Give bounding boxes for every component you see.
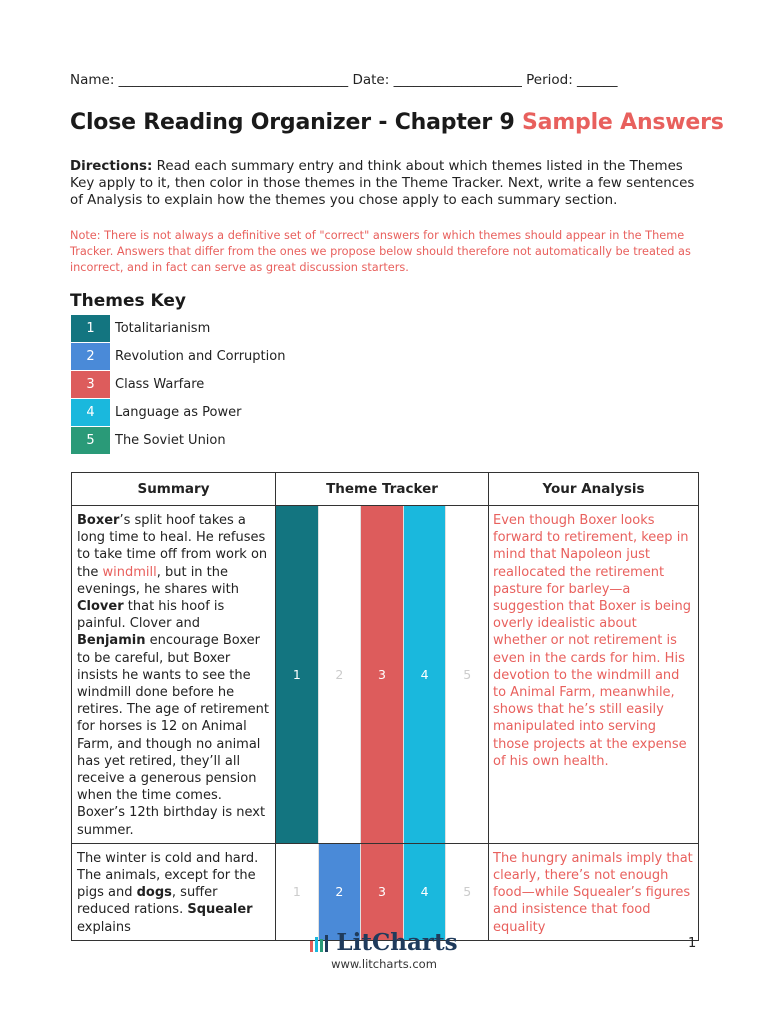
logo-text: LitCharts <box>336 929 458 956</box>
character-name: Clover <box>77 599 124 615</box>
themes-key-title: Themes Key <box>70 291 186 311</box>
theme-swatch: 2 <box>71 343 110 370</box>
theme-tracker-cell[interactable] <box>276 506 489 844</box>
analysis-cell[interactable]: Even though Boxer looks forward to retirement, keep in mind that Napoleon just reallocated the retirement pasture for barley—a suggestion that Boxer is being overly idealistic about whether or not retirement is even in the cards for him. His devotion to the windmill and to Animal Farm, meanwhile, shows that he’s still easily manipulated into serving those projects at the expense of his own health. <box>489 506 699 844</box>
theme-label: Revolution and Corruption <box>115 348 286 364</box>
theme-bar-5[interactable]: 5 <box>446 506 488 843</box>
table-row <box>72 506 699 844</box>
directions-label: Directions: <box>70 159 153 174</box>
theme-bars <box>276 506 488 843</box>
theme-bar-1[interactable]: 1 <box>276 506 319 843</box>
theme-bar-3[interactable]: 3 <box>361 844 404 940</box>
note: Note: There is not always a definitive set of "correct" answers for which themes should appear in the Theme Tracker. Answers that differ from the ones we propose below should therefore not automatically be treated as incorrect, and in fact can serve as great discussion starters. <box>70 229 691 274</box>
summary-text: ’s split hoof takes a long time to heal. He refuses to take time off from work on the <box>77 513 268 580</box>
student-info-line: Name: __________________________________ Date: ___________________ Period: ______ <box>70 72 618 88</box>
title-accent: Sample Answers <box>522 110 724 135</box>
theme-swatch: 4 <box>71 399 110 426</box>
page-number: 1 <box>688 936 697 951</box>
symbol-link[interactable]: windmill <box>102 564 157 580</box>
title-main: Close Reading Organizer - Chapter 9 <box>70 110 523 135</box>
character-name: Squealer <box>187 902 253 918</box>
directions <box>70 158 700 209</box>
theme-tracker-cell[interactable] <box>276 843 489 940</box>
theme-swatch: 5 <box>71 427 110 454</box>
litcharts-logo[interactable] <box>0 929 768 956</box>
summary-cell <box>72 843 276 940</box>
theme-label: Totalitarianism <box>115 320 211 336</box>
summary-text: explains <box>77 919 131 935</box>
table-row <box>72 843 699 940</box>
theme-label: Language as Power <box>115 404 242 420</box>
theme-key-item <box>71 370 285 398</box>
theme-bar-4[interactable]: 4 <box>404 506 447 843</box>
analysis-cell[interactable]: The hungry animals imply that clearly, there’s not enough food—while Squealer’s figures and insistence that food equality <box>489 843 699 940</box>
theme-key-item <box>71 314 285 342</box>
theme-bar-2[interactable]: 2 <box>319 506 362 843</box>
summary-cell <box>72 506 276 844</box>
summary-text: , suffer reduced rations. <box>77 885 218 918</box>
theme-key-item <box>71 342 285 370</box>
table-header-row <box>72 473 699 506</box>
page-title <box>70 110 724 135</box>
tracker-header: Theme Tracker <box>276 473 489 506</box>
summary-text: that his hoof is painful. Clover and <box>77 599 225 632</box>
summary-text: , but in the evenings, he shares with <box>77 564 239 597</box>
theme-bar-4[interactable]: 4 <box>404 844 447 940</box>
summary-text: The winter is cold and hard. The animals, except for the pigs and <box>77 850 259 901</box>
theme-bar-5[interactable]: 5 <box>446 844 488 940</box>
themes-key-list <box>71 314 285 454</box>
summary-text: encourage Boxer to be careful, but Boxer insists he wants to see the windmill done before he retires. The age of retirement for horses is 12 on Animal Farm, and though no animal has yet retired, they’ll all receive a generous pension when the time comes. Boxer’s 12th birthday is next summer. <box>77 633 270 838</box>
analysis-header: Your Analysis <box>489 473 699 506</box>
theme-swatch: 1 <box>71 315 110 342</box>
character-name: Boxer <box>77 513 120 528</box>
theme-bars <box>276 844 488 940</box>
theme-bar-2[interactable]: 2 <box>319 844 362 940</box>
footer-url[interactable]: www.litcharts.com <box>331 957 437 971</box>
theme-swatch: 3 <box>71 371 110 398</box>
character-name: dogs <box>136 885 172 901</box>
theme-key-item <box>71 398 285 426</box>
theme-bar-1[interactable]: 1 <box>276 844 319 940</box>
bar-chart-icon <box>310 934 332 952</box>
organizer-table <box>71 472 699 941</box>
theme-label: The Soviet Union <box>115 432 226 448</box>
theme-label: Class Warfare <box>115 376 205 392</box>
summary-header: Summary <box>72 473 276 506</box>
directions-text: Read each summary entry and think about which themes listed in the Themes Key apply to it, then color in those themes in the Theme Tracker. Next, write a few sentences of Analysis to explain how the themes you chose apply to each summary section. <box>70 159 695 208</box>
character-name: Benjamin <box>77 633 146 649</box>
theme-key-item <box>71 426 285 454</box>
theme-bar-3[interactable]: 3 <box>361 506 404 843</box>
